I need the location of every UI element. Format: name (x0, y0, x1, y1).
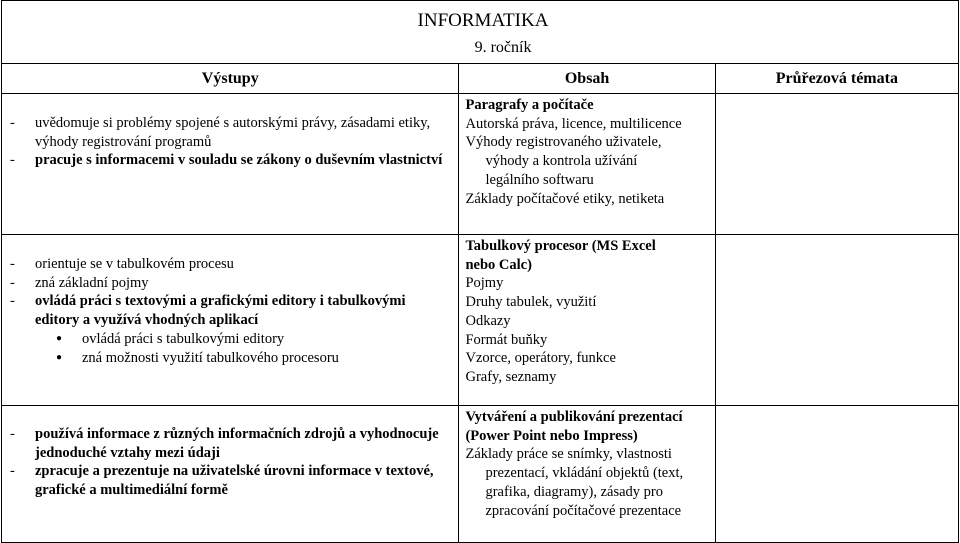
content-heading: Paragrafy a počítače (465, 97, 594, 113)
content-cell (459, 94, 715, 235)
table-row (2, 235, 959, 406)
dash-marker: - (10, 293, 15, 310)
content-line: prezentací, vkládání objektů (text, (485, 465, 684, 482)
content-line: Formát buňky (465, 331, 548, 348)
themes-cell (715, 94, 958, 235)
output-text: orientuje se v tabulkovém procesu (35, 256, 234, 272)
dash-marker: - (10, 115, 15, 131)
output-text: zná možnosti využití tabulkového procesoru (82, 349, 339, 366)
output-text: zpracuje a prezentuje na uživatelské úrovni informace v textové, grafické a multimediální formě (35, 463, 434, 499)
output-text: ovládá práci s textovými a grafickými editory i tabulkovými editory a využívá vhodných aplikací (35, 293, 406, 329)
output-text: zná základní pojmy (35, 274, 149, 291)
outputs-cell (2, 94, 459, 235)
header-outputs: Výstupy (2, 64, 459, 94)
grade-cell (2, 32, 959, 64)
output-subitem (2, 349, 458, 368)
content-line: legálního softwaru (485, 171, 594, 188)
output-item (2, 151, 458, 170)
dash-marker: - (10, 463, 15, 480)
output-item (2, 462, 458, 499)
bullet-icon: ● (56, 351, 63, 363)
output-item (2, 114, 458, 151)
output-text: ovládá práci s tabulkovými editory (82, 330, 285, 347)
content-line: Základy práce se snímky, vlastnosti (465, 446, 672, 463)
output-item (2, 255, 458, 274)
output-text: používá informace z různých informačních zdrojů a vyhodnocuje jednoduché vztahy mezi údaji (35, 426, 439, 461)
content-line: Autorská práva, licence, multilicence (465, 115, 682, 132)
content-line: Odkazy (465, 312, 511, 329)
content-line: Výhody registrovaného uživatele, (465, 134, 662, 151)
document-title: INFORMATIKA (417, 10, 549, 31)
content-line: Pojmy (465, 275, 504, 292)
content-line: zpracování počítačové prezentace (485, 502, 682, 519)
dash-marker: - (10, 426, 15, 442)
content-line: Vzorce, operátory, funkce (465, 350, 616, 367)
table-row (2, 94, 959, 235)
outputs-cell (2, 406, 459, 543)
grade-label: 9. ročník (474, 38, 532, 56)
bullet-icon: ● (56, 332, 63, 344)
output-text: pracuje s informacemi v souladu se zákony o duševním vlastnictví (35, 152, 443, 169)
content-line: Základy počítačové etiky, netiketa (465, 190, 665, 207)
content-line: výhody a kontrola užívání (485, 153, 638, 170)
dash-marker: - (10, 256, 15, 272)
outputs-cell (2, 235, 459, 406)
content-line: Grafy, seznamy (465, 368, 557, 385)
dash-marker: - (10, 274, 15, 291)
output-subitem (2, 330, 458, 349)
content-line: grafika, diagramy), zásady pro (485, 483, 664, 500)
content-heading: Vytváření a publikování prezentací (465, 409, 683, 425)
curriculum-table (1, 0, 959, 543)
content-cell (459, 235, 715, 406)
title-cell (2, 1, 959, 33)
column-header-row (2, 64, 959, 94)
header-themes: Průřezová témata (715, 64, 958, 94)
content-heading: Tabulkový procesor (MS Excel (465, 238, 656, 254)
themes-cell (715, 406, 958, 543)
dash-marker: - (10, 152, 15, 169)
themes-cell (715, 235, 958, 406)
content-heading: (Power Point nebo Impress) (465, 427, 638, 444)
output-text: uvědomuje si problémy spojené s autorskými právy, zásadami etiky, výhody registrování programů (35, 115, 431, 150)
output-item (2, 274, 458, 293)
output-item (2, 292, 458, 329)
content-heading: nebo Calc) (465, 256, 532, 273)
output-item (2, 425, 458, 462)
content-line: Druhy tabulek, využití (465, 294, 597, 311)
table-row (2, 406, 959, 543)
header-content: Obsah (459, 64, 715, 94)
content-cell (459, 406, 715, 543)
